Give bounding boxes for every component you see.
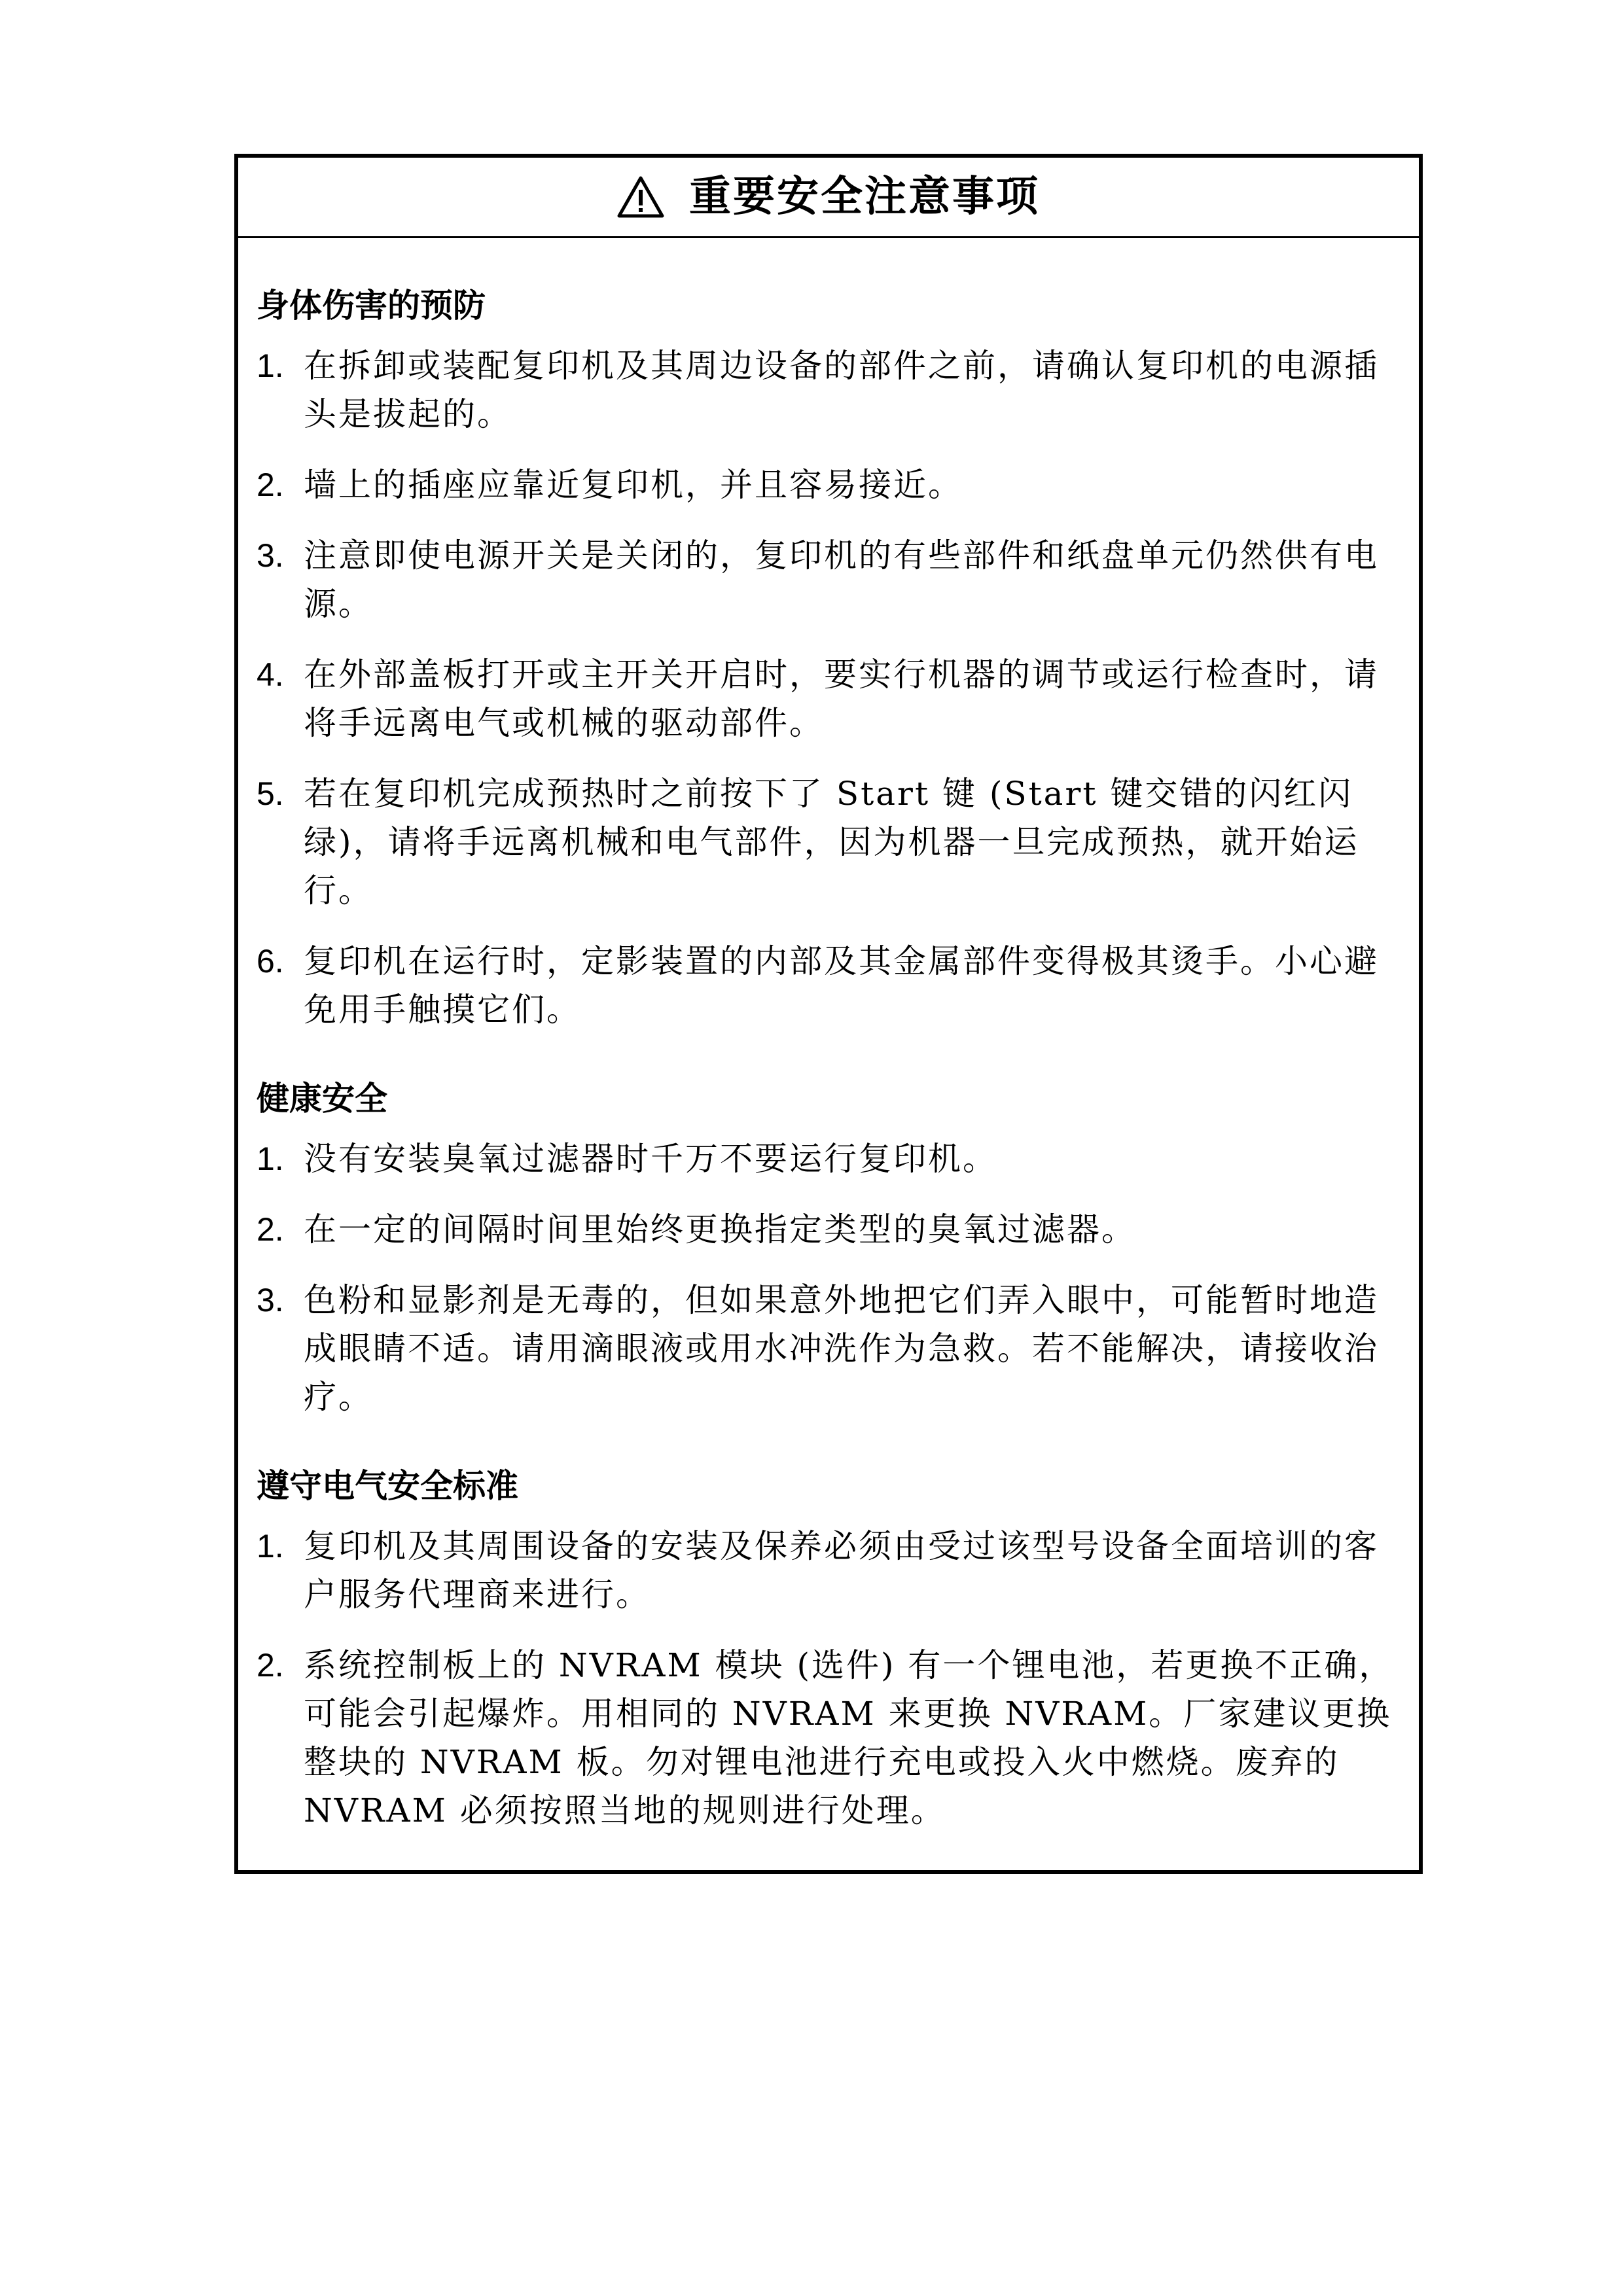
list-item bbox=[257, 342, 1402, 438]
list-item bbox=[257, 1205, 1402, 1254]
item-text: 在一定的间隔时间里始终更换指定类型的臭氧过滤器。 bbox=[304, 1210, 1136, 1248]
list-item bbox=[257, 650, 1402, 747]
list-item bbox=[257, 769, 1402, 915]
item-number: 4. bbox=[257, 656, 284, 693]
content bbox=[238, 238, 1419, 1835]
section-heading: 身体伤害的预防 bbox=[257, 286, 486, 325]
item-list bbox=[257, 1522, 1402, 1835]
item-number: 1. bbox=[257, 1528, 284, 1564]
item-text: 若在复印机完成预热时之前按下了 Start 键 (Start 键交错的闪红闪绿)，请将手远离机械和电气部件，因为机器一旦完成预热，就开始运行。 bbox=[304, 775, 1359, 910]
list-item bbox=[257, 937, 1402, 1034]
item-text: 墙上的插座应靠近复印机，并且容易接近。 bbox=[304, 466, 963, 504]
item-number: 3. bbox=[257, 1282, 284, 1318]
item-text: 没有安装臭氧过滤器时千万不要运行复印机。 bbox=[304, 1140, 997, 1178]
section-heading: 健康安全 bbox=[257, 1079, 387, 1118]
item-text: 系统控制板上的 NVRAM 模块 (选件) 有一个锂电池，若更换不正确，可能会引起爆炸。用相同的 NVRAM 来更换 NVRAM。厂家建议更换整块的 NVRAM 板。勿对锂电池进行充电或投入火中燃烧。废弃的 NVRAM 必须按照当地的规则进行处理。 bbox=[304, 1646, 1394, 1829]
list-item bbox=[257, 531, 1402, 628]
item-text: 在外部盖板打开或主开关开启时，要实行机器的调节或运行检查时，请将手远离电气或机械的驱动部件。 bbox=[304, 656, 1379, 742]
item-text: 在拆卸或装配复印机及其周边设备的部件之前，请确认复印机的电源插头是拔起的。 bbox=[304, 347, 1379, 433]
section-electrical-safety bbox=[257, 1463, 1402, 1835]
item-text: 复印机及其周围设备的安装及保养必须由受过该型号设备全面培训的客户服务代理商来进行。 bbox=[304, 1527, 1379, 1614]
item-text: 注意即使电源开关是关闭的，复印机的有些部件和纸盘单元仍然供有电源。 bbox=[304, 537, 1379, 623]
list-item bbox=[257, 1276, 1402, 1421]
safety-notice-box bbox=[234, 154, 1423, 1874]
title-bar bbox=[238, 158, 1419, 238]
item-text: 复印机在运行时，定影装置的内部及其金属部件变得极其烫手。小心避免用手触摸它们。 bbox=[304, 942, 1379, 1029]
section-heading: 遵守电气安全标准 bbox=[257, 1466, 518, 1505]
item-number: 1. bbox=[257, 347, 284, 384]
section-injury-prevention bbox=[257, 283, 1402, 1034]
item-number: 2. bbox=[257, 1647, 284, 1684]
item-number: 5. bbox=[257, 775, 284, 812]
item-list bbox=[257, 1135, 1402, 1421]
page-title: 重要安全注意事项 bbox=[689, 173, 1040, 221]
warning-triangle-icon bbox=[617, 175, 664, 219]
item-text: 色粉和显影剂是无毒的，但如果意外地把它们弄入眼中，可能暂时地造成眼睛不适。请用滴眼液或用水冲洗作为急救。若不能解决，请接收治疗。 bbox=[304, 1281, 1379, 1416]
section-health-safety bbox=[257, 1076, 1402, 1421]
list-item bbox=[257, 1522, 1402, 1619]
list-item bbox=[257, 1135, 1402, 1183]
item-number: 6. bbox=[257, 943, 284, 980]
item-number: 2. bbox=[257, 467, 284, 503]
item-number: 3. bbox=[257, 537, 284, 574]
list-item bbox=[257, 461, 1402, 509]
list-item bbox=[257, 1641, 1402, 1835]
item-number: 2. bbox=[257, 1211, 284, 1248]
item-number: 1. bbox=[257, 1140, 284, 1177]
item-list bbox=[257, 342, 1402, 1034]
